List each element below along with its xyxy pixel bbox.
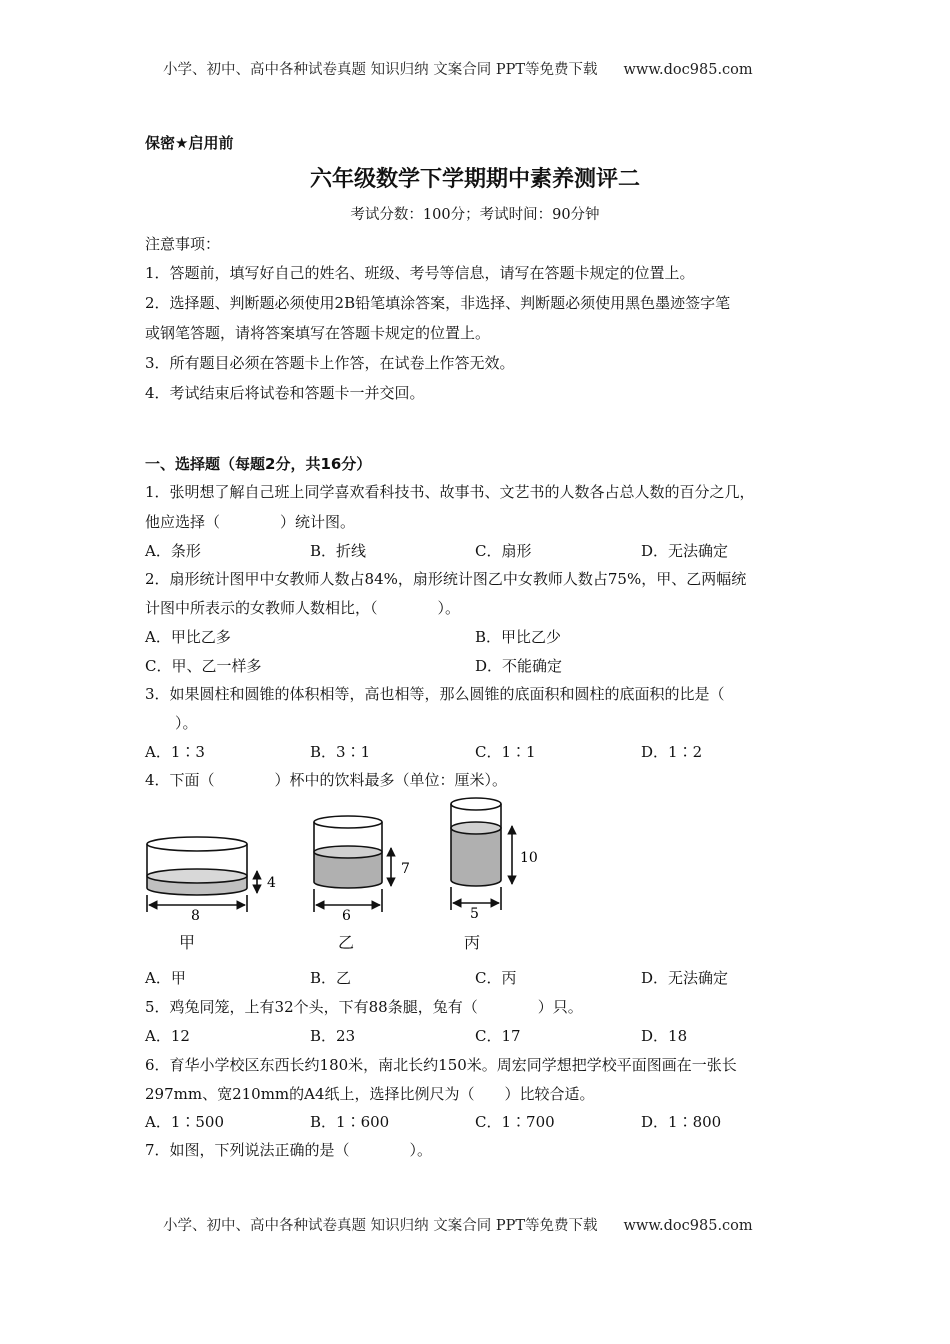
question-4-line: 4．下面（ ）杯中的饮料最多（单位：厘米）。 <box>145 771 508 789</box>
exam-subtitle: 考试分数：100分；考试时间：90分钟 <box>350 207 600 223</box>
option-c[interactable]: C．甲、乙一样多 <box>145 657 262 675</box>
option-a[interactable]: A．甲 <box>145 969 186 987</box>
option-b[interactable]: B．3∶1 <box>310 743 371 761</box>
footer-url[interactable]: www.doc985.com <box>623 1218 753 1234</box>
cup-bing-diameter: 5 <box>470 906 479 922</box>
option-a[interactable]: A．1∶3 <box>145 743 205 761</box>
option-a[interactable]: A．条形 <box>145 542 201 560</box>
cups-figure <box>135 792 555 952</box>
notice-item: 1．答题前，填写好自己的姓名、班级、考号等信息，请写在答题卡规定的位置上。 <box>145 264 695 282</box>
option-d[interactable]: D．1∶2 <box>641 743 703 761</box>
question-1-line: 他应选择（ ）统计图。 <box>145 513 356 531</box>
question-3-line: 3．如果圆柱和圆锥的体积相等，高也相等，那么圆锥的底面积和圆柱的底面积的比是（ <box>145 685 725 703</box>
option-d[interactable]: D．无法确定 <box>641 969 729 987</box>
question-2-line: 计图中所表示的女教师人数相比，（ ）。 <box>145 599 461 617</box>
confidential-label: 保密★启用前 <box>145 134 234 152</box>
notice-item: 2．选择题、判断题必须使用2B铅笔填涂答案，非选择、判断题必须使用黑色墨迹签字笔 <box>145 294 731 312</box>
cup-jia-diameter: 8 <box>191 908 200 924</box>
question-3-line: ）。 <box>145 714 198 732</box>
option-a[interactable]: A．甲比乙多 <box>145 628 231 646</box>
option-c[interactable]: C．1∶700 <box>475 1113 555 1131</box>
option-b[interactable]: B．23 <box>310 1027 356 1045</box>
section-heading: 一、选择题（每题2分，共16分） <box>145 455 372 473</box>
option-d[interactable]: D．1∶800 <box>641 1113 722 1131</box>
footer-text: 小学、初中、高中各种试卷真题 知识归纳 文案合同 PPT等免费下载 <box>163 1218 598 1234</box>
option-d[interactable]: D．无法确定 <box>641 542 729 560</box>
cup-jia-height: 4 <box>267 875 276 891</box>
option-b[interactable]: B．1∶600 <box>310 1113 390 1131</box>
option-c[interactable]: C．扇形 <box>475 542 532 560</box>
notice-item: 3．所有题目必须在答题卡上作答，在试卷上作答无效。 <box>145 354 515 372</box>
notice-heading: 注意事项： <box>145 235 221 253</box>
cup-jia <box>147 837 257 912</box>
option-a[interactable]: A．1∶500 <box>145 1113 225 1131</box>
option-b[interactable]: B．甲比乙少 <box>475 628 562 646</box>
option-b[interactable]: B．乙 <box>310 969 352 987</box>
option-b[interactable]: B．折线 <box>310 542 367 560</box>
option-a[interactable]: A．12 <box>145 1027 190 1045</box>
option-c[interactable]: C．丙 <box>475 969 517 987</box>
header-url[interactable]: www.doc985.com <box>623 62 753 78</box>
question-2-line: 2．扇形统计图甲中女教师人数占84%，扇形统计图乙中女教师人数占75%，甲、乙两幅统 <box>145 570 747 588</box>
page-footer <box>163 1214 753 1235</box>
question-1-line: 1．张明想了解自己班上同学喜欢看科技书、故事书、文艺书的人数各占总人数的百分之几， <box>145 483 755 501</box>
notice-item: 4．考试结束后将试卷和答题卡一并交回。 <box>145 384 425 402</box>
cup-bing-label: 丙 <box>464 933 481 952</box>
page-header <box>163 58 753 79</box>
cup-bing-height: 10 <box>520 850 538 866</box>
option-d[interactable]: D．不能确定 <box>475 657 563 675</box>
question-7-line: 7．如图，下列说法正确的是（ ）。 <box>145 1141 433 1159</box>
option-c[interactable]: C．17 <box>475 1027 521 1045</box>
header-text: 小学、初中、高中各种试卷真题 知识归纳 文案合同 PPT等免费下载 <box>163 62 598 78</box>
cup-bing <box>451 798 512 910</box>
option-c[interactable]: C．1∶1 <box>475 743 536 761</box>
cup-yi <box>314 816 391 912</box>
cup-yi-height: 7 <box>401 861 410 877</box>
question-5-line: 5．鸡兔同笼，上有32个头，下有88条腿，兔有（ ）只。 <box>145 998 583 1016</box>
cup-jia-label: 甲 <box>179 933 196 952</box>
cup-yi-diameter: 6 <box>342 908 351 924</box>
notice-item: 或钢笔答题，请将答案填写在答题卡规定的位置上。 <box>145 324 491 342</box>
question-6-line: 297mm、宽210mm的A4纸上，选择比例尺为（ ）比较合适。 <box>145 1085 595 1103</box>
exam-title: 六年级数学下学期期中素养测评二 <box>309 167 640 192</box>
question-6-line: 6．育华小学校区东西长约180米，南北长约150米。周宏同学想把学校平面图画在一张长 <box>145 1056 737 1074</box>
option-d[interactable]: D．18 <box>641 1027 688 1045</box>
cup-yi-label: 乙 <box>338 933 355 952</box>
